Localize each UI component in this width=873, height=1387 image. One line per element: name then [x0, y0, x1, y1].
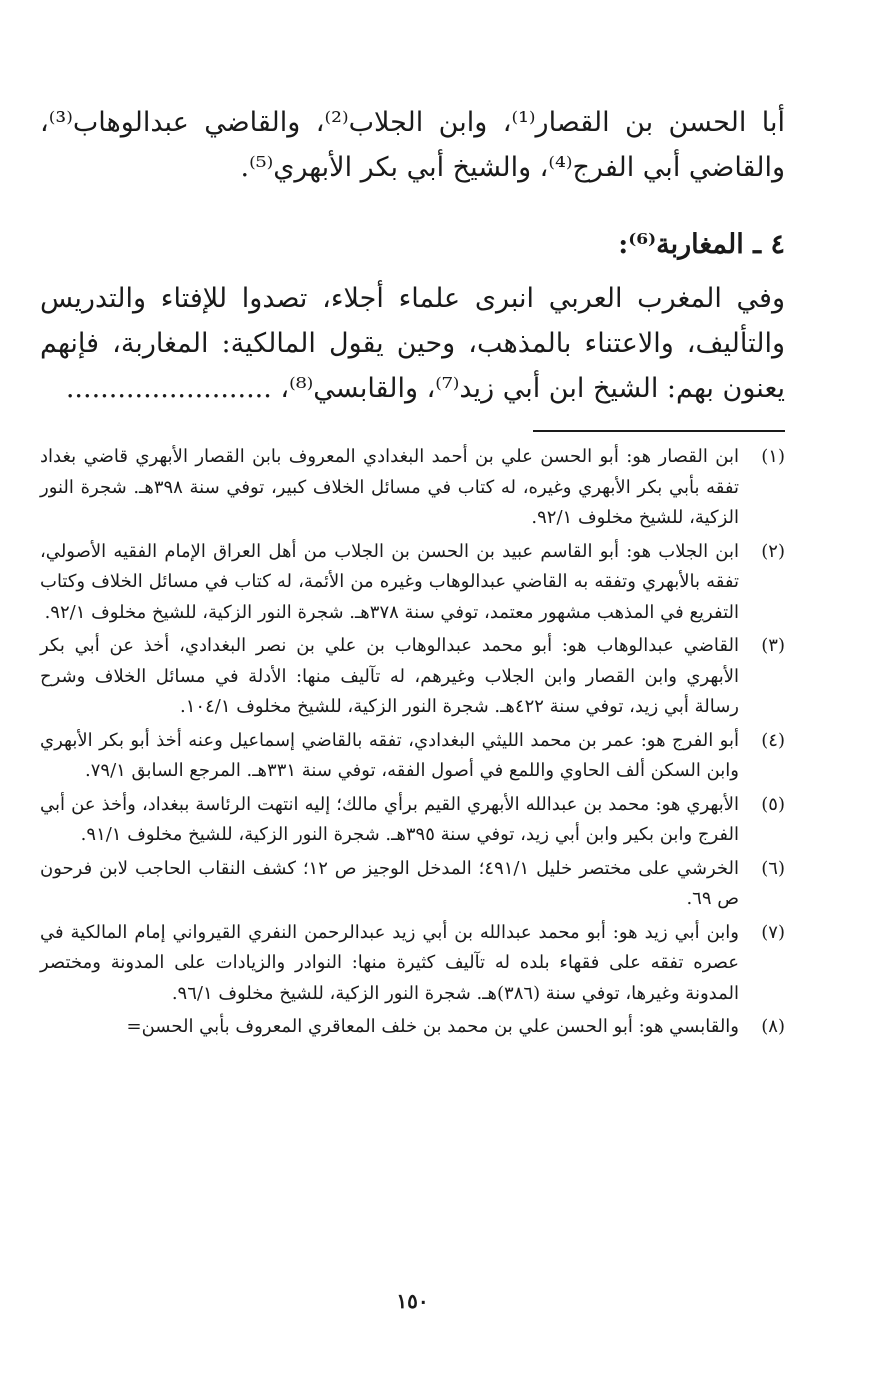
- footnote-text: ابن الجلاب هو: أبو القاسم عبيد بن الحسن بن الجلاب من أهل العراق الإمام الفقيه الأصولي، تفقه بالأبهري وتفقه به القاضي عبدالوهاب وغيره من الأئمة، له كتاب في مسائل الخلاف وكتاب التفريع في المذهب مشهور معتمد، توفي سنة ٣٧٨هـ. شجرة النور الزكية، للشيخ مخلوف ٩٢/١.: [40, 540, 739, 623]
- footnote-number: (٨): [761, 1016, 785, 1037]
- footnote-text: الخرشي على مختصر خليل ٤٩١/١؛ المدخل الوجيز ص ١٢؛ كشف النقاب الحاجب لابن فرحون ص ٦٩.: [40, 857, 740, 909]
- document-page: [40, 0, 785, 1387]
- paragraph-maghrib: وفي المغرب العربي انبرى علماء أجلاء، تصدوا للإفتاء والتدريس والتأليف، والاعتناء بالمذهب، وحين يقول المالكية: المغاربة، فإنهم يعنون بهم: الشيخ ابن أبي زيد⁽⁷⁾، والقابسي⁽⁸⁾، ........................: [40, 283, 785, 404]
- footnote-text: ابن القصار هو: أبو الحسن علي بن أحمد البغدادي المعروف بابن القصار الأبهري قاضي بغداد تفقه بأبي بكر الأبهري وغيره، له كتاب في مسائل الخلاف كبير، توفي سنة ٣٩٨هـ. شجرة النور الزكية، للشيخ مخلوف ٩٢/١.: [40, 446, 740, 528]
- footnote: [40, 918, 785, 1010]
- footnote-number: (٧): [761, 921, 785, 943]
- footnote-text: الأبهري هو: محمد بن عبدالله الأبهري القيم برأي مالك؛ إليه انتهت الرئاسة ببغداد، وأخذ عن أبي الفرج وابن بكير وابن أبي زيد، توفي سنة ٣٩٥هـ. شجرة النور الزكية، للشيخ مخلوف ٩١/١.: [40, 793, 739, 845]
- footnotes: [40, 442, 785, 1046]
- footnote-text: أبو الفرج هو: عمر بن محمد الليثي البغدادي، تفقه بالقاضي إسماعيل وعنه أخذ أبو بكر الأبهري وابن السكن ألف الحاوي واللمع في أصول الفقه، توفي سنة ٣٣١هـ. المرجع السابق ٧٩/١.: [40, 729, 739, 781]
- footnote-text: وابن أبي زيد هو: أبو محمد عبدالله بن أبي زيد عبدالرحمن النفري القيرواني إمام المالكية في عصره تفقه على فقهاء بلده له تآليف كثيرة منها: النوادر والزيادات على المدونة ومختصر المدونة وغيرها، توفي سنة (٣٨٦)هـ. شجرة النور الزكية، للشيخ مخلوف ٩٦/١.: [40, 921, 739, 1004]
- footnote-number: (٣): [761, 635, 785, 656]
- footnote-number: (٦): [761, 857, 785, 879]
- footnote-text: القاضي عبدالوهاب هو: أبو محمد عبدالوهاب بن علي بن نصر البغدادي، أخذ عن أبي بكر الأبهري وابن القصار وابن الجلاب وغيرهم، له تآليف منها: الأدلة في مسائل الخلاف وشرح رسالة أبي زيد، توفي سنة ٤٢٢هـ. شجرة النور الزكية، للشيخ مخلوف ١٠٤/١.: [40, 635, 739, 717]
- footnote: [40, 854, 785, 915]
- footnote: [40, 442, 785, 534]
- footnote: [40, 726, 785, 787]
- footnote-number: (١): [761, 446, 785, 467]
- footnote-separator: [533, 430, 785, 432]
- page-number: ١٥٠: [396, 1289, 429, 1313]
- footnote-number: (٥): [761, 793, 785, 815]
- paragraph-scholars-iraq: أبا الحسن بن القصار⁽¹⁾، وابن الجلاب⁽²⁾، والقاضي عبدالوهاب⁽³⁾، والقاضي أبي الفرج⁽⁴⁾، والشيخ أبي بكر الأبهري⁽⁵⁾.: [40, 107, 786, 183]
- footnote: [40, 537, 785, 629]
- section-heading-maghariba: ٤ ـ المغاربة⁽⁶⁾:: [618, 229, 785, 260]
- footnote: [40, 1012, 785, 1043]
- footnote-number: (٢): [761, 540, 785, 562]
- footnote-number: (٤): [761, 729, 785, 751]
- footnote: [40, 631, 785, 723]
- footnote-text: والقابسي هو: أبو الحسن علي بن محمد بن خلف المعاقري المعروف بأبي الحسن=: [126, 1016, 739, 1037]
- footnote: [40, 790, 785, 851]
